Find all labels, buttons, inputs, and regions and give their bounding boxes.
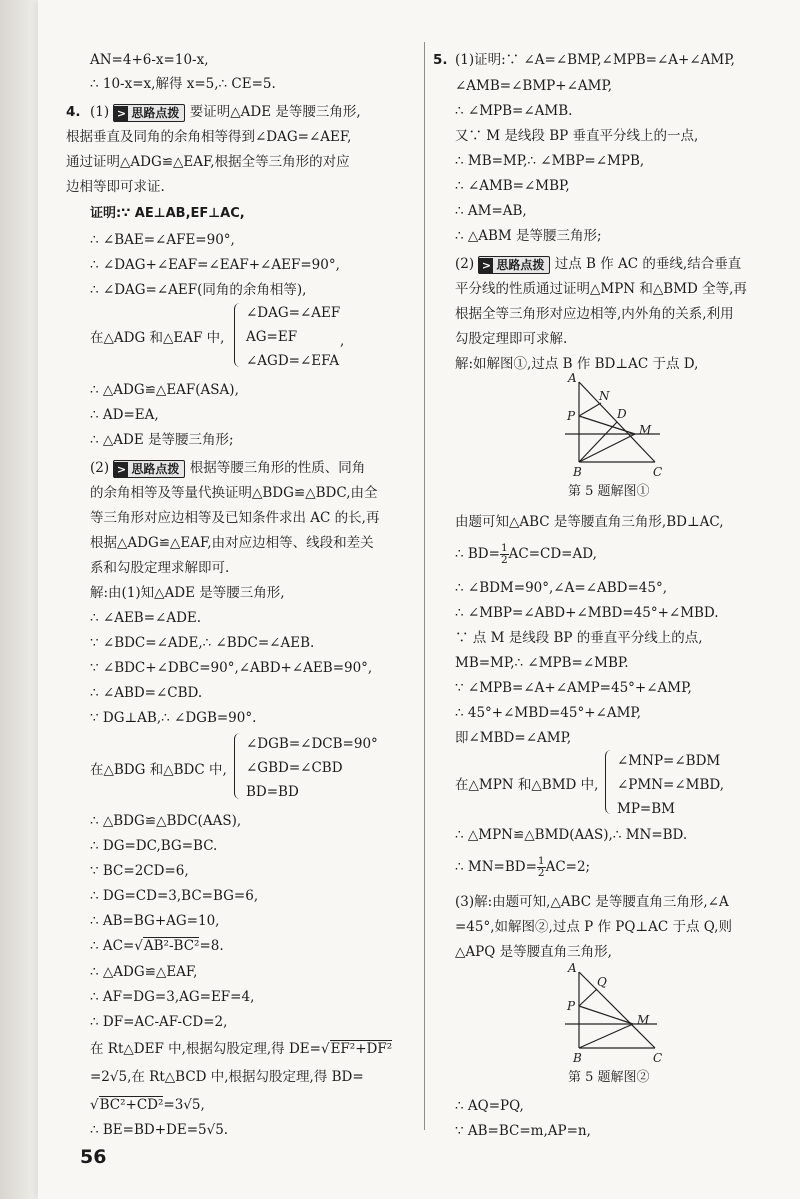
text-line: ∴ DG=DC,BG=BC. xyxy=(90,838,218,854)
text-line: ∴ 45°+∠MBD=45°+∠AMP, xyxy=(455,705,642,721)
text-line: MB=MP,∴ ∠MPB=∠MBP. xyxy=(455,655,629,671)
text-line xyxy=(90,1096,205,1114)
segment-bd xyxy=(579,422,617,462)
text-line: 由题可知△ABC 是等腰直角三角形,BD⊥AC, xyxy=(455,514,724,530)
text-line xyxy=(455,856,590,879)
text-line: ∴ AB=BG+AG=10, xyxy=(90,913,220,929)
text-line: 在△ADG 和△EAF 中, xyxy=(90,330,225,346)
text-line: 根据垂直及同角的余角相等得到∠DAG=∠AEF, xyxy=(66,129,352,145)
radicand: EF²+DF² xyxy=(330,1041,393,1057)
text-line: 解:如解图①,过点 B 作 BD⊥AC 于点 D, xyxy=(455,356,699,372)
figure-caption: 第 5 题解图① xyxy=(568,484,650,499)
text-line xyxy=(455,543,597,566)
radicand: BC²+CD² xyxy=(99,1097,164,1113)
chevron-right-icon: > xyxy=(479,258,493,274)
text-line: ∴ △MPN≌△BMD(AAS),∴ MN=BD. xyxy=(455,827,688,843)
label-q: Q xyxy=(597,975,607,989)
segment-bm xyxy=(579,1024,633,1048)
text-line: 根据△ADG≌△EAF,由对应边相等、线段和差关 xyxy=(90,535,374,551)
label-c: C xyxy=(653,1051,663,1065)
label-m: M xyxy=(639,423,652,437)
segment-pn xyxy=(579,403,601,416)
denominator: 2 xyxy=(500,554,508,566)
text-line: △APQ 是等腰直角三角形, xyxy=(455,944,612,960)
text-line: ∴ BE=BD+DE=5√5. xyxy=(90,1122,229,1138)
text-line: ∴ MB=MP,∴ ∠MBP=∠MPB, xyxy=(455,153,645,169)
segment-pm xyxy=(579,1006,633,1024)
text-line xyxy=(455,255,741,274)
column-divider xyxy=(424,42,425,1130)
text-line: ∴ ∠AMB=∠MBP, xyxy=(455,178,570,194)
text-line: ∵ ∠MPB=∠A+∠AMP=45°+∠AMP, xyxy=(455,680,692,696)
punctuation: , xyxy=(340,333,345,349)
label-m: M xyxy=(637,1013,650,1027)
label-a: A xyxy=(568,962,577,975)
system-line: ∠AGD=∠EFA xyxy=(246,353,340,369)
text-line: ∴ △ADG≌△EAF(ASA), xyxy=(90,382,239,398)
text-line: 即∠MBD=∠AMP, xyxy=(455,730,572,746)
text-line: ∴ ∠DAG+∠EAF=∠EAF+∠AEF=90°, xyxy=(90,257,340,273)
label-c: C xyxy=(653,465,663,479)
text-line: 在△MPN 和△BMD 中, xyxy=(455,777,599,793)
text-line: (3)解:由题可知,△ABC 是等腰直角三角形,∠A xyxy=(455,894,729,910)
text-line: 的余角相等及等量代换证明△BDG≌△BDC,由全 xyxy=(90,485,378,501)
system-line: ∠PMN=∠MBD, xyxy=(617,777,725,793)
text-span: AC=CD=AD, xyxy=(508,546,597,562)
text-span: =3√5, xyxy=(163,1097,205,1113)
text-line: 平分线的性质通过证明△MPN 和△BMD 全等,再 xyxy=(455,281,747,297)
denominator: 2 xyxy=(537,867,545,879)
chevron-right-icon: > xyxy=(114,106,128,122)
text-line: (1)证明:∵ ∠A=∠BMP,∠MPB=∠A+∠AMP, xyxy=(455,52,735,68)
system-line: ∠MNP=∠BDM xyxy=(617,753,721,769)
text-line: ∴ AQ=PQ, xyxy=(455,1098,524,1114)
part-label: (1) xyxy=(90,104,110,120)
text-line: ∴ ∠ABD=∠CBD. xyxy=(90,685,203,701)
hint-badge xyxy=(478,256,550,274)
page-number: 56 xyxy=(80,1146,107,1168)
label-a: A xyxy=(568,372,577,385)
question-number: 5. xyxy=(433,52,448,68)
numerator: 1 xyxy=(537,855,545,867)
text-line: ∴ AD=EA, xyxy=(90,407,159,423)
label-b: B xyxy=(573,465,582,479)
text-line: =45°,如解图②,过点 P 作 PQ⊥AC 于点 Q,则 xyxy=(455,919,732,935)
text-line: ∴ AM=AB, xyxy=(455,203,527,219)
segment-pq xyxy=(579,989,597,1006)
text-span: ∴ MN=BD= xyxy=(455,859,537,875)
segment-bm xyxy=(579,434,635,462)
text-span: 在 Rt△DEF 中,根据勾股定理,得 DE= xyxy=(90,1041,321,1057)
radical-icon: √ xyxy=(320,1041,330,1057)
figure-2 xyxy=(565,962,695,1066)
text-line: ∴ △ADE 是等腰三角形; xyxy=(90,432,234,448)
text-line: 边相等即可求证. xyxy=(66,179,165,195)
book-spine xyxy=(0,0,38,1199)
text-line: ∴ △BDG≌△BDC(AAS), xyxy=(90,813,242,829)
text-line: 在△BDG 和△BDC 中, xyxy=(90,762,227,778)
part-label: (2) xyxy=(455,256,475,272)
hint-badge xyxy=(113,104,185,122)
text-line: 通过证明△ADG≌△EAF,根据全等三角形的对应 xyxy=(66,154,350,170)
text-line xyxy=(90,459,365,478)
text-line: ∵ 点 M 是线段 BP 的垂直平分线上的点, xyxy=(455,630,703,646)
radical-icon: √ xyxy=(134,938,143,954)
text-line xyxy=(90,937,224,955)
figure-caption: 第 5 题解图② xyxy=(568,1070,650,1085)
text-span: ∴ AC= xyxy=(90,938,135,954)
chevron-right-icon: > xyxy=(114,462,128,478)
figure-1 xyxy=(565,372,695,480)
text-line: ∴ ∠MPB=∠AMB. xyxy=(455,103,573,119)
text-line: ∴ ∠BDM=90°,∠A=∠ABD=45°, xyxy=(455,580,667,596)
text-line: ∴ △ADG≌△EAF, xyxy=(90,964,198,980)
question-number: 4. xyxy=(66,104,81,120)
text-line: ∵ AB=BC=m,AP=n, xyxy=(455,1123,591,1139)
system-line: MP=BM xyxy=(617,801,675,817)
brace xyxy=(605,750,614,814)
text-line: ∠AMB=∠BMP+∠AMP, xyxy=(455,78,613,94)
hint-text: 过点 B 作 AC 的垂线,结合垂直 xyxy=(554,256,742,272)
label-n: N xyxy=(599,389,610,403)
text-line: ∵ BC=2CD=6, xyxy=(90,863,189,879)
text-line: ∴ ∠BAE=∠AFE=90°, xyxy=(90,232,235,248)
text-line: 等三角形对应边相等及已知条件求出 AC 的长,再 xyxy=(90,510,380,526)
text-span: =8. xyxy=(199,938,224,954)
text-line: 勾股定理即可求解. xyxy=(455,331,568,347)
label-b: B xyxy=(573,1051,582,1065)
text-line: ∴ ∠AEB=∠ADE. xyxy=(90,610,202,626)
text-line: ∴ 10-x=x,解得 x=5,∴ CE=5. xyxy=(90,76,276,92)
text-line: ∴ ∠MBP=∠ABD+∠MBD=45°+∠MBD. xyxy=(455,605,719,621)
text-line: ∴ △ABM 是等腰三角形; xyxy=(455,228,602,244)
system-line: AG=EF xyxy=(246,329,298,345)
text-line xyxy=(90,1040,392,1058)
hint-text: 根据等腰三角形的性质、同角 xyxy=(189,460,366,476)
fraction xyxy=(500,543,509,566)
text-line: ∴ DG=CD=3,BC=BG=6, xyxy=(90,888,259,904)
text-line xyxy=(90,103,361,122)
text-line: AN=4+6-x=10-x, xyxy=(90,52,209,68)
text-line: 根据全等三角形对应边相等,内外角的关系,利用 xyxy=(455,306,734,322)
brace xyxy=(234,303,243,367)
text-line: ∴ DF=AC-AF-CD=2, xyxy=(90,1014,228,1030)
text-line: =2√5,在 Rt△BCD 中,根据勾股定理,得 BD= xyxy=(90,1069,364,1085)
hint-text: 要证明△ADE 是等腰三角形, xyxy=(189,104,361,120)
hint-label: 思路点拨 xyxy=(496,257,545,272)
numerator: 1 xyxy=(500,542,508,554)
text-line: 系和勾股定理求解即可. xyxy=(90,560,230,576)
text-line: ∵ DG⊥AB,∴ ∠DGB=90°. xyxy=(90,710,257,726)
label-p: P xyxy=(567,409,576,423)
text-line: ∵ ∠BDC=∠ADE,∴ ∠BDC=∠AEB. xyxy=(90,635,315,651)
text-line: 解:由(1)知△ADE 是等腰三角形, xyxy=(90,585,285,601)
text-line: ∴ ∠DAG=∠AEF(同角的余角相等), xyxy=(90,282,307,298)
brace xyxy=(234,733,243,799)
system-line: ∠DAG=∠AEF xyxy=(246,305,341,321)
radicand: AB²-BC² xyxy=(143,938,200,954)
text-span: AC=2; xyxy=(545,859,591,875)
radical-icon: √ xyxy=(90,1097,99,1113)
label-p: P xyxy=(567,999,576,1013)
fraction xyxy=(537,856,546,879)
part-label: (2) xyxy=(90,460,110,476)
system-line: ∠GBD=∠CBD xyxy=(246,760,343,776)
text-line: ∵ ∠BDC+∠DBC=90°,∠ABD+∠AEB=90°, xyxy=(90,660,373,676)
hint-label: 思路点拨 xyxy=(131,105,180,120)
hint-badge xyxy=(113,460,185,478)
text-line: ∴ AF=DG=3,AG=EF=4, xyxy=(90,989,255,1005)
system-line: ∠DGB=∠DCB=90° xyxy=(246,736,378,752)
text-line: 证明:∵ AE⊥AB,EF⊥AC, xyxy=(90,206,245,221)
hint-label: 思路点拨 xyxy=(131,461,180,476)
label-d: D xyxy=(617,407,627,421)
system-line: BD=BD xyxy=(246,784,299,800)
text-span: ∴ BD= xyxy=(455,546,500,562)
text-line: 又∵ M 是线段 BP 垂直平分线上的一点, xyxy=(455,128,699,144)
